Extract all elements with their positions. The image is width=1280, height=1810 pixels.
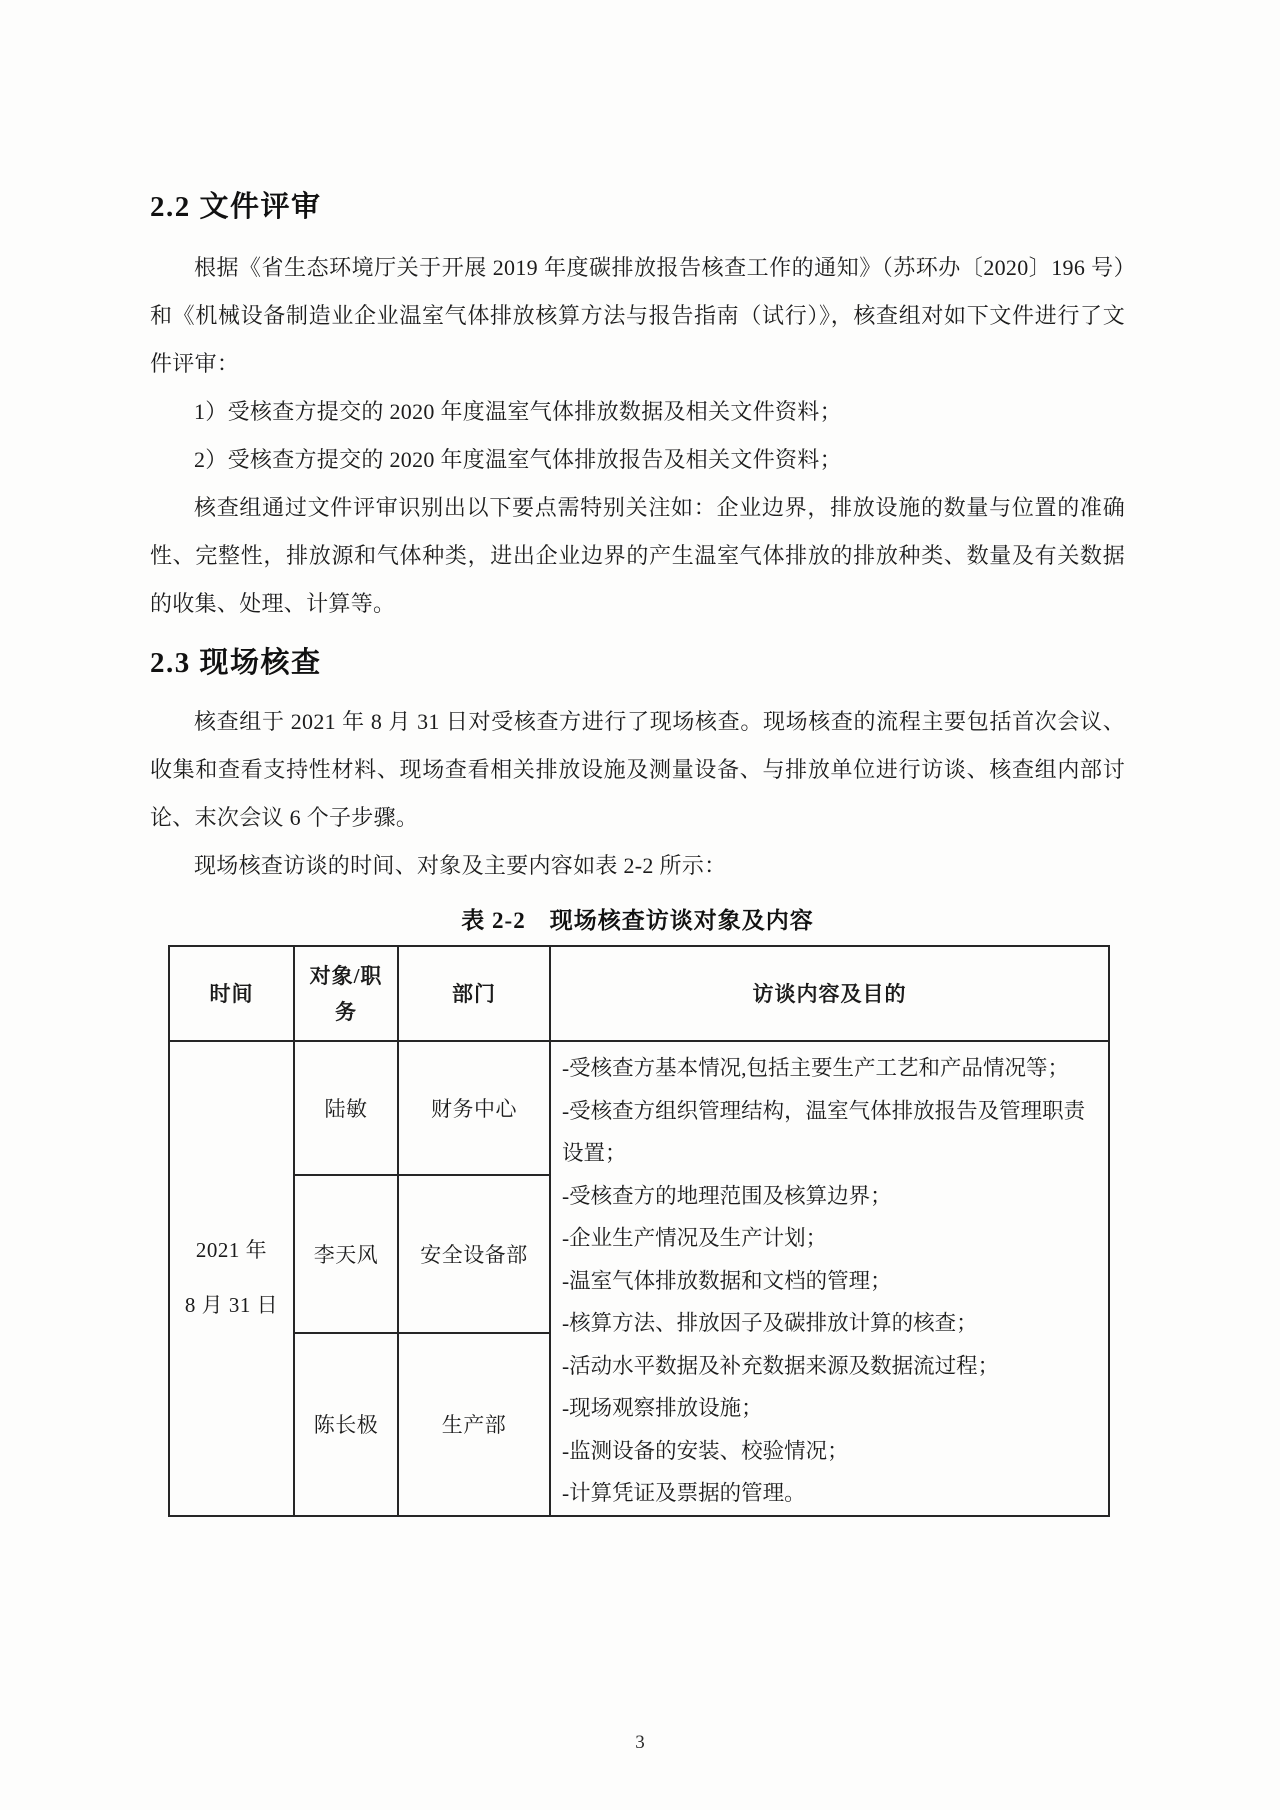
- department-cell: 安全设备部: [398, 1175, 550, 1332]
- column-header-department: 部门: [398, 946, 550, 1041]
- content-item: -企业生产情况及生产计划；: [562, 1226, 828, 1250]
- time-line-2: 8 月 31 日: [184, 1293, 279, 1318]
- list-item-1: 1）受核查方提交的 2020 年度温室气体排放数据及相关文件资料；: [194, 399, 842, 424]
- page-number: 3: [635, 1732, 645, 1753]
- time-cell: [169, 1041, 294, 1516]
- content-item: -活动水平数据及补充数据来源及数据流过程；: [562, 1353, 1000, 1378]
- time-line-1: 2021 年: [195, 1238, 268, 1263]
- section-heading-2-2: 2.2 文件评审: [150, 191, 322, 223]
- department-cell: 财务中心: [398, 1041, 550, 1175]
- content-item: -受核查方的地理范围及核算边界；: [562, 1183, 892, 1208]
- content-item: -受核查方基本情况,包括主要生产工艺和产品情况等；: [562, 1056, 1070, 1080]
- paragraph-table-reference: 现场核查访谈的时间、对象及主要内容如表 2-2 所示：: [194, 853, 727, 878]
- person-cell: 李天风: [294, 1175, 398, 1332]
- table-header-row: [169, 946, 1109, 1041]
- table-caption: 表 2-2 现场核查访谈对象及内容: [461, 908, 814, 933]
- content-item: -现场观察排放设施；: [562, 1396, 763, 1420]
- content-item: -监测设备的安装、校验情况；: [562, 1438, 849, 1463]
- column-header-content: 访谈内容及目的: [550, 946, 1109, 1041]
- paragraph-document-review-intro: 根据《省生态环境厅关于开展 2019 年度碳排放报告核查工作的通知》（苏环办〔2020〕196 号）和《机械设备制造业企业温室气体排放核算方法与报告指南（试行）》，核查组对如下文件进行了文件评审：: [150, 255, 1125, 376]
- content-item: -计算凭证及票据的管理。: [562, 1481, 806, 1505]
- person-cell: 陆敏: [294, 1041, 398, 1175]
- page-content: [150, 186, 1125, 1517]
- paragraph-review-focus: 核查组通过文件评审识别出以下要点需特别关注如：企业边界，排放设施的数量与位置的准确性、完整性，排放源和气体种类，进出企业边界的产生温室气体排放的排放种类、数量及有关数据的收集、处理、计算等。: [150, 495, 1125, 616]
- content-item: -受核查方组织管理结构，温室气体排放报告及管理职责设置；: [562, 1098, 1086, 1165]
- column-header-time: 时间: [169, 946, 294, 1041]
- list-item-2: 2）受核查方提交的 2020 年度温室气体排放报告及相关文件资料；: [194, 447, 842, 472]
- interview-table: [168, 945, 1110, 1517]
- department-cell: 生产部: [398, 1333, 550, 1516]
- interview-content-cell: [550, 1041, 1109, 1516]
- table-row: [169, 1041, 1109, 1175]
- section-heading-2-3: 2.3 现场核查: [150, 647, 322, 679]
- person-cell: 陈长极: [294, 1333, 398, 1516]
- column-header-person: 对象/职务: [294, 946, 398, 1041]
- paragraph-onsite-process: 核查组于 2021 年 8 月 31 日对受核查方进行了现场核查。现场核查的流程主要包括首次会议、收集和查看支持性材料、现场查看相关排放设施及测量设备、与排放单位进行访谈、核查组内部讨论、末次会议 6 个子步骤。: [150, 709, 1125, 830]
- content-item: -温室气体排放数据和文档的管理；: [562, 1268, 892, 1293]
- content-item: -核算方法、排放因子及碳排放计算的核查；: [562, 1311, 978, 1335]
